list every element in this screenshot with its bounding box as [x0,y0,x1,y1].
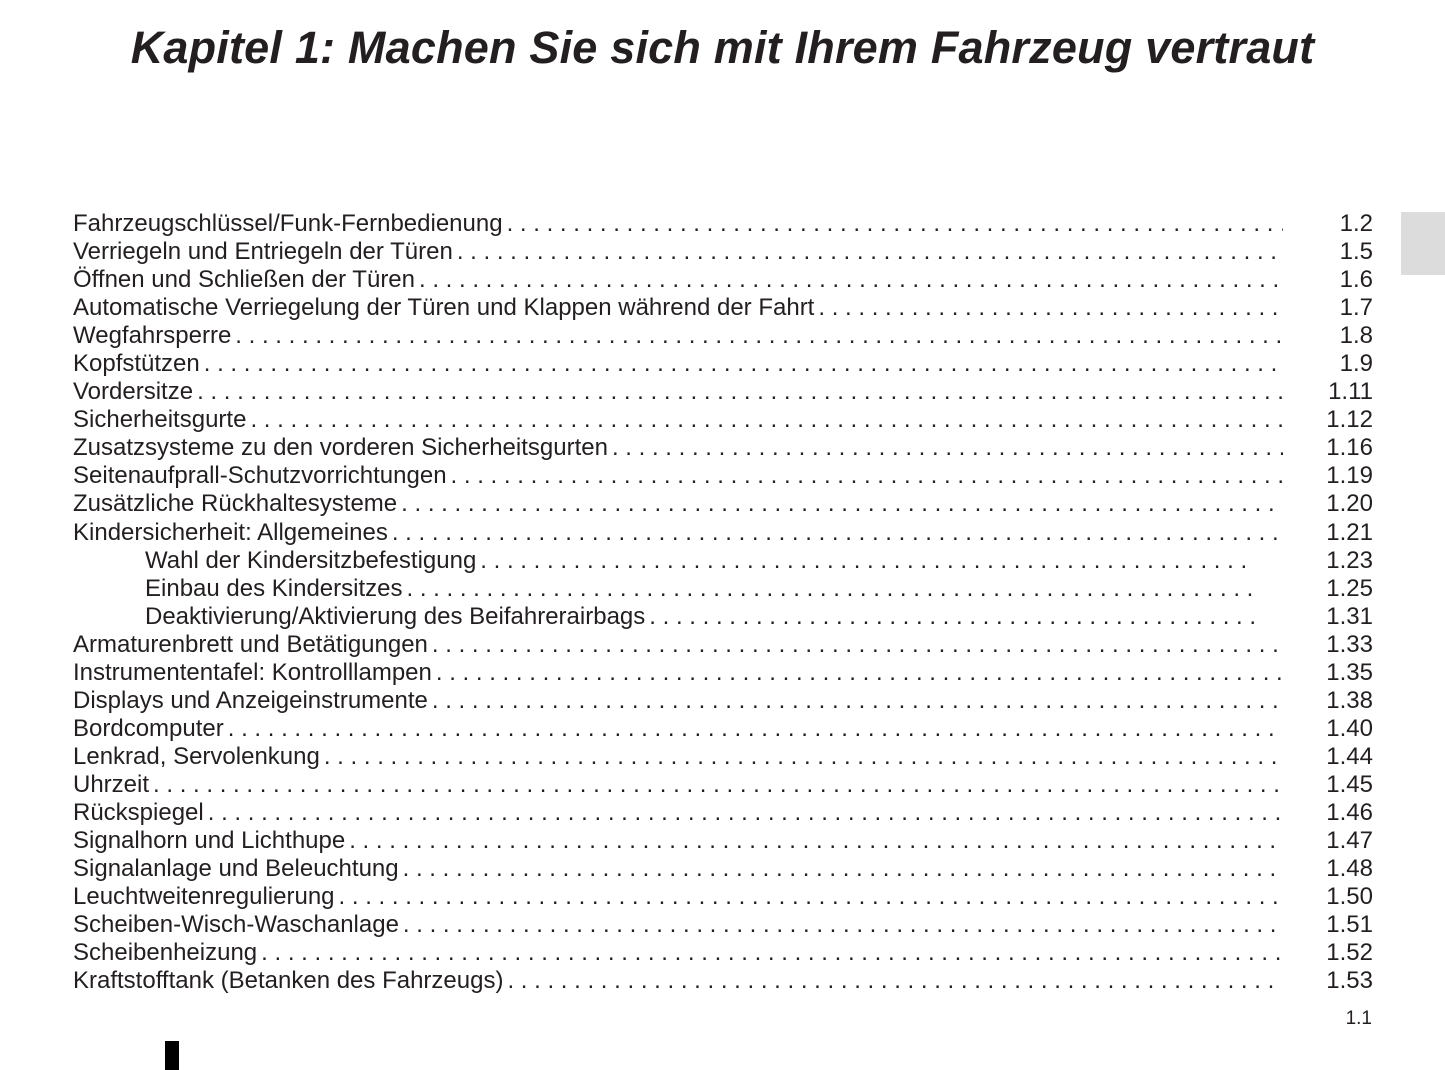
toc-entry-label: Lenkrad, Servolenkung [73,743,324,770]
toc-entry[interactable] [73,631,1373,659]
toc-entry-label: Wegfahrsperre [73,322,235,349]
toc-entry-page: 1.19 [1326,462,1373,490]
toc-entry-leader [73,462,1283,490]
toc-entry-leader [73,210,1283,238]
toc-entry-page: 1.31 [1326,602,1373,630]
toc-entry-label: Uhrzeit [73,771,153,798]
toc-entry[interactable] [73,238,1373,266]
toc-entry-page: 1.8 [1339,322,1373,350]
toc-entry-label: Vordersitze [73,378,197,405]
toc-entry-leader [73,519,1283,547]
chapter-side-tab [1401,212,1445,275]
toc-entry[interactable] [73,855,1373,883]
toc-entry-leader [73,939,1283,967]
toc-entry[interactable] [73,322,1373,350]
toc-entry-label: Automatische Verriegelung der Türen und Klappen während der Fahrt [73,294,818,321]
toc-entry-page: 1.38 [1326,686,1373,714]
toc-entry-page: 1.20 [1326,490,1373,518]
toc-entry-leader [73,406,1283,434]
toc-entry-leader [73,883,1283,911]
toc-entry-label: Kindersicherheit: Allgemeines [73,519,392,546]
toc-entry[interactable] [73,378,1373,406]
toc-entry[interactable] [73,434,1373,462]
toc-entry-leader [73,827,1283,855]
toc-entry-leader [73,715,1283,743]
toc-entry-leader [73,855,1283,883]
toc-entry-page: 1.48 [1326,855,1373,883]
toc-entry[interactable] [73,406,1373,434]
toc-entry-page: 1.7 [1339,294,1373,322]
toc-entry-label: Deaktivierung/Aktivierung des Beifahrerairbags [145,603,649,630]
toc-entry-label: Zusätzliche Rückhaltesysteme [73,490,401,517]
toc-entry-leader [73,434,1283,462]
toc-entry-label: Seitenaufprall-Schutzvorrichtungen [73,462,451,489]
toc-entry[interactable] [73,827,1373,855]
toc-entry-leader [73,967,1283,995]
toc-entry-label: Signalanlage und Beleuchtung [73,855,403,882]
toc-entry[interactable] [73,266,1373,294]
toc-entry-page: 1.25 [1326,574,1373,602]
toc-entry[interactable] [73,462,1373,490]
toc-entry-label: Instrumententafel: Kontrolllampen [73,659,436,686]
toc-entry-label: Armaturenbrett und Betätigungen [73,631,432,658]
toc-entry-leader [145,547,1255,575]
toc-entry-leader [73,266,1283,294]
toc-subentry[interactable] [73,603,1373,631]
toc-entry-label: Kopfstützen [73,350,204,377]
toc-entry-label: Verriegeln und Entriegeln der Türen [73,238,457,265]
toc-entry-label: Leuchtweitenregulierung [73,883,339,910]
toc-entry-page: 1.53 [1326,967,1373,995]
toc-entry-leader [73,743,1283,771]
toc-entry-page: 1.47 [1326,827,1373,855]
toc-entry[interactable] [73,350,1373,378]
toc-entry-page: 1.5 [1339,238,1373,266]
toc-entry-page: 1.52 [1326,939,1373,967]
toc-entry-label: Einbau des Kindersitzes [145,575,406,602]
toc-entry-page: 1.12 [1326,406,1373,434]
toc-entry[interactable] [73,294,1373,322]
toc-entry-leader [73,350,1283,378]
toc-entry-page: 1.46 [1326,798,1373,826]
toc-entry-label: Signalhorn und Lichthupe [73,827,349,854]
crop-mark [165,1041,179,1070]
toc-entry-label: Scheibenheizung [73,939,261,966]
toc-entry-leader [73,294,1283,322]
toc-entry[interactable] [73,911,1373,939]
toc-entry-page: 1.35 [1326,658,1373,686]
toc-entry-leader [145,603,1255,631]
toc-subentry[interactable] [73,575,1373,603]
toc-entry-page: 1.44 [1326,742,1373,770]
toc-entry-page: 1.40 [1326,714,1373,742]
toc-entry-leader [73,490,1283,518]
toc-entry-label: Fahrzeugschlüssel/Funk-Fernbedienung [73,210,507,237]
toc-entry-label: Kraftstofftank (Betanken des Fahrzeugs) [73,967,507,994]
toc-entry[interactable] [73,519,1373,547]
toc-entry-leader [73,911,1283,939]
toc-entry-page: 1.33 [1326,630,1373,658]
toc-entry-leader [73,631,1283,659]
toc-entry[interactable] [73,743,1373,771]
toc-entry-label: Zusatzsysteme zu den vorderen Sicherheitsgurten [73,434,612,461]
toc-entry[interactable] [73,883,1373,911]
toc-entry-leader [73,378,1283,406]
toc-entry-page: 1.9 [1339,350,1373,378]
toc-entry[interactable] [73,659,1373,687]
toc-entry-leader [73,322,1283,350]
page-number: 1.1 [1345,1008,1372,1029]
toc-entry-leader [73,238,1283,266]
toc-entry[interactable] [73,715,1373,743]
toc-entry-leader [145,575,1255,603]
toc-entry-label: Scheiben-Wisch-Waschanlage [73,911,403,938]
toc-entry-label: Sicherheitsgurte [73,406,250,433]
toc-entry[interactable] [73,771,1373,799]
toc-entry-page: 1.23 [1326,546,1373,574]
toc-entry-label: Rückspiegel [73,799,208,826]
toc-entry-leader [73,687,1283,715]
toc-entry[interactable] [73,210,1373,238]
toc-entry-leader [73,659,1283,687]
toc-entry-label: Öffnen und Schließen der Türen [73,266,419,293]
chapter-title: Kapitel 1: Machen Sie sich mit Ihrem Fahrzeug vertraut [130,22,1315,73]
table-of-contents [73,210,1373,995]
toc-entry-leader [73,799,1283,827]
toc-entry-page: 1.21 [1326,518,1373,546]
toc-entry-leader [73,771,1283,799]
toc-entry[interactable] [73,687,1373,715]
toc-entry[interactable] [73,967,1373,995]
toc-entry-page: 1.11 [1328,378,1373,406]
toc-entry[interactable] [73,799,1373,827]
toc-entry-page: 1.6 [1339,266,1373,294]
toc-entry-page: 1.2 [1339,210,1373,237]
toc-entry-page: 1.51 [1326,911,1373,939]
toc-subentry[interactable] [73,547,1373,575]
toc-entry[interactable] [73,939,1373,967]
toc-entry-page: 1.50 [1326,883,1373,911]
toc-entry[interactable] [73,490,1373,518]
toc-entry-label: Displays und Anzeigeinstrumente [73,687,432,714]
toc-entry-page: 1.45 [1326,770,1373,798]
toc-entry-page: 1.16 [1326,434,1373,462]
toc-entry-label: Wahl der Kindersitzbefestigung [145,547,480,574]
toc-entry-label: Bordcomputer [73,715,228,742]
